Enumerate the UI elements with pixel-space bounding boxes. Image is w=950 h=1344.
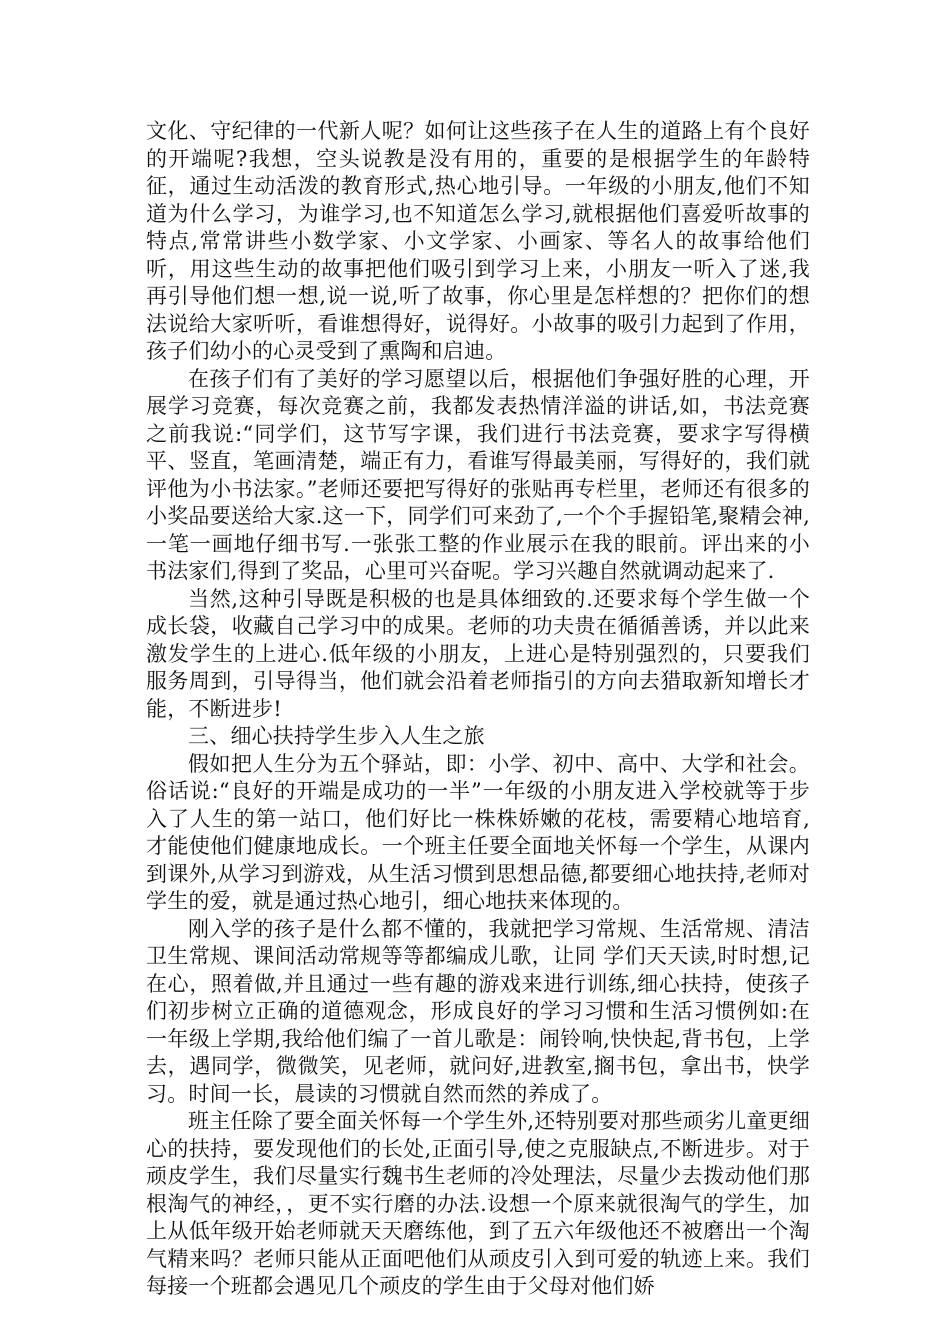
- section-heading: 三、细心扶持学生步入人生之旅: [188, 724, 485, 748]
- paragraph-2: 在孩子们有了美好的学习愿望以后，根据他们争强好胜的心理，开展学习竞赛，每次竞赛之前，我都发表热情洋溢的讲话,如，书法竞赛之前我说:“同学们，这节写字课，我们进行书法竞赛，要求字写得横平、竖直，笔画清楚，端正有力，看谁写得最美丽，写得好的，我们就评他为小书法家。”老师还要把写得好的张贴再专栏里，老师还有很多的小奖品要送给大家.这一下，同学们可来劲了,一个个手握铅笔,聚精会神,一笔一画地仔细书写.一张张工整的作业展示在我的眼前。评出来的小书法家们,得到了奖品，心里可兴奋呢。学习兴趣自然就调动起来了.: [146, 366, 810, 583]
- paragraph-3: 当然,这种引导既是积极的也是具体细致的.还要求每个学生做一个成长袋，收藏自己学习中的成果。老师的功夫贵在循循善诱，并以此来激发学生的上进心.低年级的小朋友，上进心是特别强烈的，只要我们服务周到，引导得当，他们就会沿着老师指引的方向去猎取新知增长才能，不断进步!: [146, 586, 810, 721]
- paragraph-4: 假如把人生分为五个驿站，即：小学、初中、高中、大学和社会。俗话说:“良好的开端是成功的一半”一年级的小朋友进入学校就等于步入了人生的第一站口，他们好比一株株娇嫩的花枝，需要精心地培育,才能使他们健康地成长。一个班主任要全面地关怀每一个学生，从课内到课外,从学习到游戏，从生活习惯到思想品德,都要细心地扶持,老师对学生的爱，就是通过热心地引，细心地扶来体现的。: [146, 751, 810, 913]
- paragraph-5: 刚入学的孩子是什么都不懂的，我就把学习常规、生活常规、清洁卫生常规、课间活动常规等等都编成儿歌，让同 学们天天读,时时想,记在心，照着做,并且通过一些有趣的游戏来进行训练,细心扶持，使孩子们初步树立正确的道德观念，形成良好的学习习惯和生活习惯例如:在一年级上学期,我给他们编了一首儿歌是：闹铃响,快快起,背书包，上学去，遇同学，微微笑，见老师，就问好,进教室,搁书包，拿出书，快学习。时间一长，晨读的习惯就自然而然的养成了。: [146, 916, 810, 1106]
- paragraph-6: 班主任除了要全面关怀每一个学生外,还特别要对那些顽劣儿童更细心的扶持，要发现他们的长处,正面引导,使之克服缺点,不断进步。对于顽皮学生，我们尽量实行魏书生老师的冷处理法，尽量少去拨动他们那根淘气的神经，，更不实行磨的办法.设想一个原来就很淘气的学生，加上从低年级开始老师就天天磨练他，到了五六年级他还不被磨出一个淘气精来吗？老师只能从正面吧他们从顽皮引入到可爱的轨迹上来。我们每接一个班都会遇见几个顽皮的学生由于父母对他们娇: [146, 1109, 810, 1298]
- document-page: [146, 118, 810, 1301]
- paragraph-1: 文化、守纪律的一代新人呢？如何让这些孩子在人生的道路上有个良好的开端呢?我想，空头说教是没有用的，重要的是根据学生的年龄特征，通过生动活泼的教育形式,热心地引导。一年级的小朋友,他们不知道为什么学习，为谁学习,也不知道怎么学习,就根据他们喜爱听故事的特点,常常讲些小数学家、小文学家、小画家、等名人的故事给他们听，用这些生动的故事把他们吸引到学习上来，小朋友一听入了迷,我再引导他们想一想,说一说,听了故事，你心里是怎样想的？把你们的想法说给大家听听，看谁想得好，说得好。小故事的吸引力起到了作用，孩子们幼小的心灵受到了熏陶和启迪。: [146, 119, 810, 363]
